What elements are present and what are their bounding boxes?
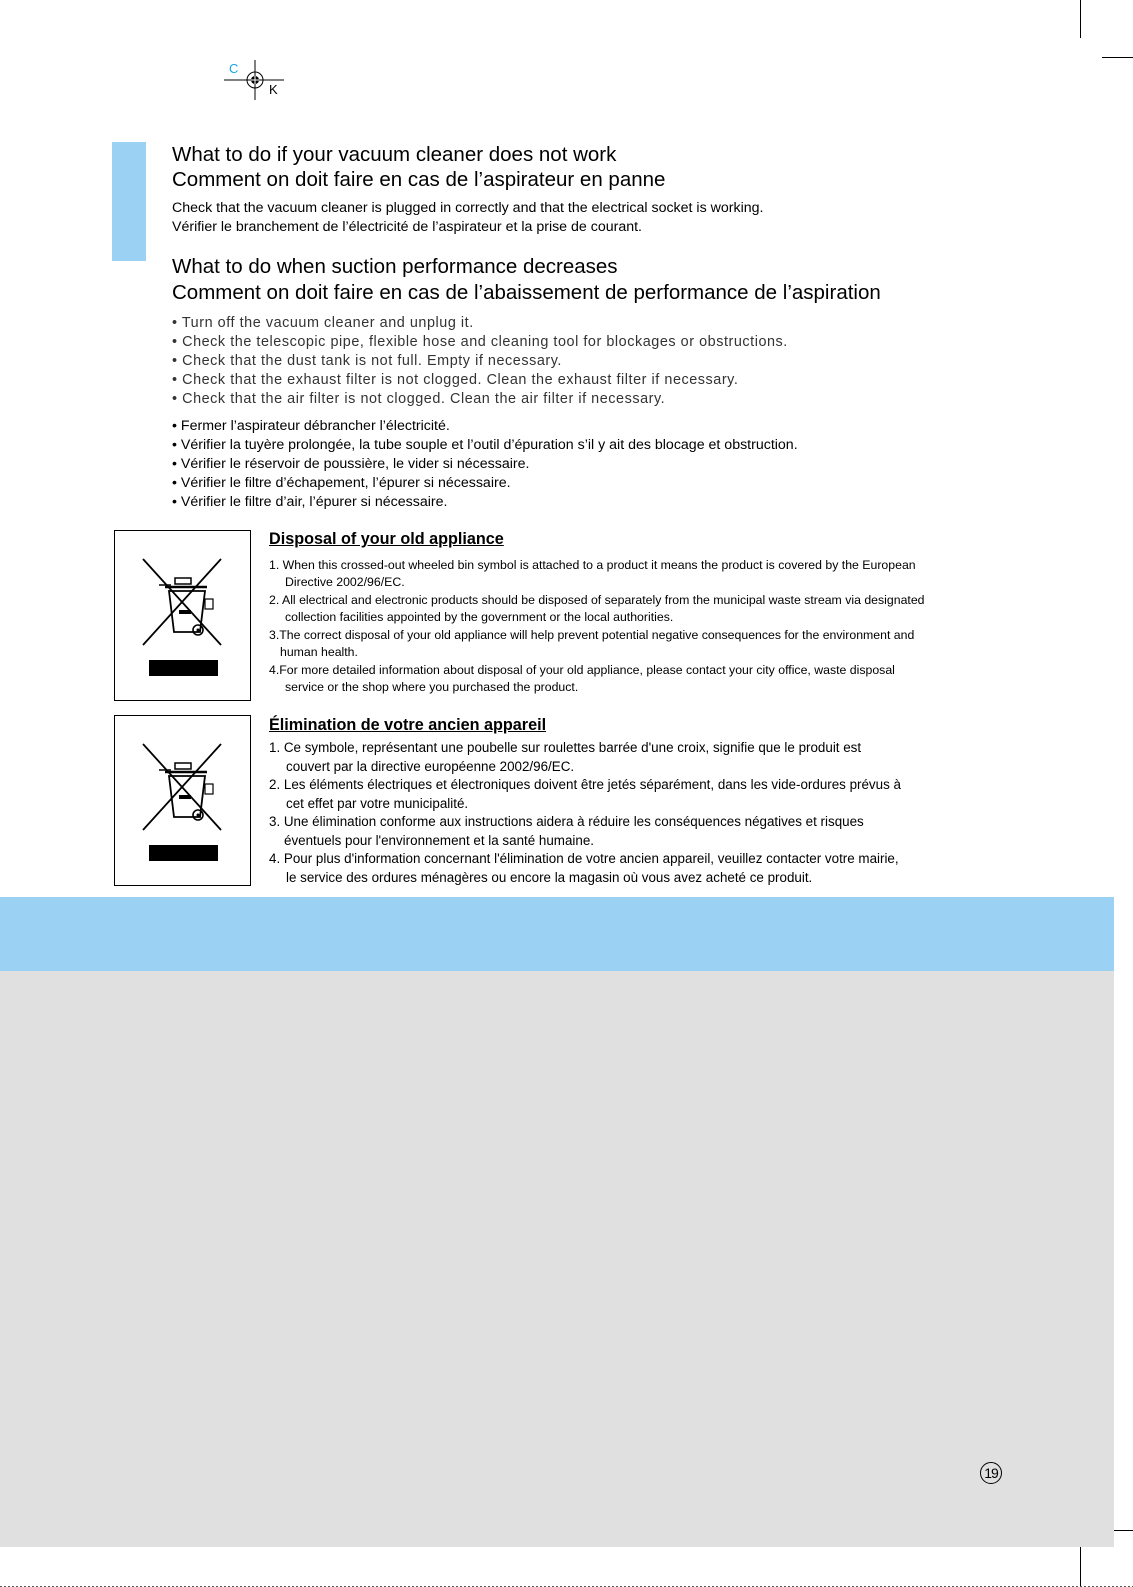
list-item (269, 776, 1018, 813)
list-item (269, 739, 1018, 776)
item-line-cont: cet effet par votre municipalité. (286, 795, 469, 811)
section-suction-decrease (172, 254, 1112, 512)
item-line: 1. When this crossed-out wheeled bin symbol is attached to a product it means the product is covered by the European (269, 558, 916, 572)
weee-symbol-box (114, 530, 251, 701)
item-line-cont: service or the shop where you purchased the product. (285, 679, 579, 694)
section-title-fr: Comment on doit faire en cas de l’abaissement de performance de l’aspiration (172, 281, 881, 304)
list-item: • Turn off the vacuum cleaner and unplug it. (172, 315, 474, 331)
list-item: • Check that the dust tank is not full. Empty if necessary. (172, 353, 562, 369)
item-line: 1. Ce symbole, représentant une poubelle sur roulettes barrée d'une croix, signifie que le produit est (269, 740, 862, 755)
checklist-fr (172, 417, 1112, 512)
item-line-cont: human health. (280, 644, 358, 659)
item-line-cont: couvert par la directive européenne 2002/96/EC. (286, 758, 575, 774)
disposal-section-en (269, 530, 1018, 697)
list-item (269, 813, 1018, 850)
registration-c-label: C (229, 61, 239, 76)
crossed-out-wheeled-bin-icon (115, 716, 250, 885)
disposal-section-fr (269, 716, 1018, 887)
item-line-cont: éventuels pour l'environnement et la santé humaine. (284, 832, 594, 848)
crossed-out-wheeled-bin-icon (115, 531, 250, 700)
section-text-en: Check that the vacuum cleaner is plugged in correctly and that the electrical socket is working. (172, 200, 764, 216)
item-line: 2. All electrical and electronic products should be disposed of separately from the municipal waste stream via designated (269, 593, 925, 607)
blue-band (0, 897, 1114, 971)
list-item: • Check that the air filter is not clogged. Clean the air filter if necessary. (172, 391, 666, 407)
list-item: • Check that the exhaust filter is not clogged. Clean the exhaust filter if necessary. (172, 372, 739, 388)
crop-mark (1080, 1547, 1081, 1587)
checklist-en (172, 314, 1112, 409)
list-item: • Vérifier le filtre d’échapement, l’épurer si nécessaire. (172, 475, 511, 491)
section-text-fr: Vérifier le branchement de l’électricité de l’aspirateur et la prise de courant. (172, 219, 643, 235)
section-title-fr: Comment on doit faire en cas de l’aspirateur en panne (172, 168, 666, 191)
item-line: 3.The correct disposal of your old appliance will help prevent potential negative consequences for the environment and (269, 628, 915, 642)
item-line: 4.For more detailed information about disposal of your old appliance, please contact your city office, waste disposal (269, 663, 895, 677)
list-item: • Vérifier le réservoir de poussière, le vider si nécessaire. (172, 456, 530, 472)
crop-mark (1080, 0, 1081, 38)
page-number: 19 (980, 1462, 1002, 1484)
item-line-cont: Directive 2002/96/EC. (285, 574, 405, 589)
list-item: • Vérifier la tuyère prolongée, la tube souple et l’outil d’épuration s’il y ait des blocage et obstruction. (172, 437, 798, 453)
item-line: 2. Les éléments électriques et électroniques doivent être jetés séparément, dans les vide-ordures prévus à (269, 777, 901, 792)
list-item: • Fermer l’aspirateur débrancher l’électricité. (172, 418, 450, 434)
registration-k-label: K (269, 82, 278, 97)
list-item (269, 627, 1018, 660)
list-item (269, 662, 1018, 695)
list-item (269, 557, 1018, 590)
section-title-en: What to do when suction performance decreases (172, 255, 618, 278)
section-not-working (172, 142, 1112, 237)
list-item (269, 850, 1018, 887)
item-line: 4. Pour plus d'information concernant l'élimination de votre ancien appareil, veuillez contacter votre mairie, (269, 851, 899, 866)
crop-mark (1102, 57, 1133, 58)
list-item: • Check the telescopic pipe, flexible hose and cleaning tool for blockages or obstructions. (172, 334, 788, 350)
list-item (269, 592, 1018, 625)
item-line-cont: collection facilities appointed by the government or the local authorities. (285, 609, 674, 624)
disposal-title-en: Disposal of your old appliance (269, 530, 504, 548)
registration-mark (224, 58, 286, 100)
grey-panel (0, 971, 1114, 1547)
section-title-en: What to do if your vacuum cleaner does not work (172, 143, 617, 166)
item-line: 3. Une élimination conforme aux instructions aidera à réduire les conséquences négatives et risques (269, 814, 864, 829)
item-line-cont: le service des ordures ménagères ou encore la magasin où vous avez acheté ce produit. (286, 869, 813, 885)
disposal-title-fr: Élimination de votre ancien appareil (269, 716, 547, 734)
section-tab-marker (112, 142, 146, 261)
weee-symbol-box (114, 715, 251, 886)
list-item: • Vérifier le filtre d’air, l’épurer si nécessaire. (172, 494, 448, 510)
